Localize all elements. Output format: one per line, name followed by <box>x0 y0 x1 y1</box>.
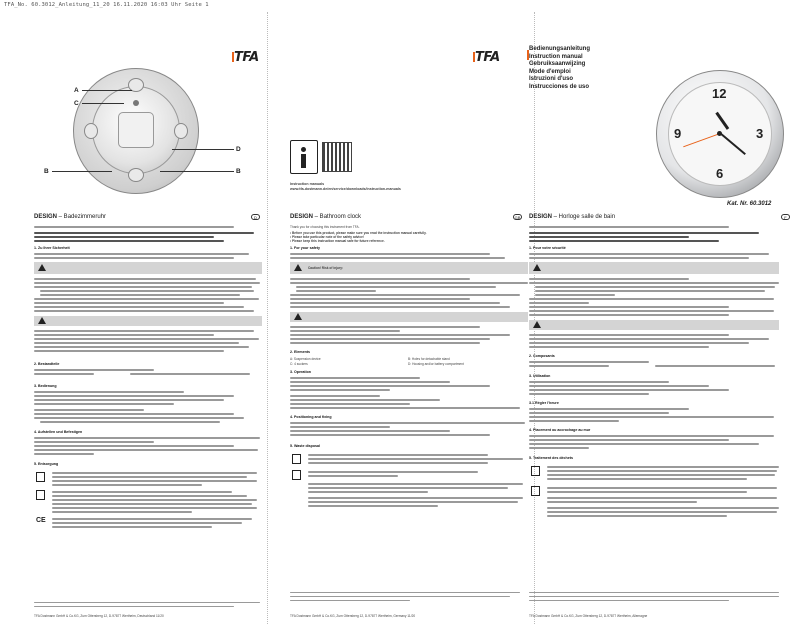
text-line <box>529 600 729 601</box>
ce-mark: CE <box>36 517 46 524</box>
text-line <box>529 385 709 387</box>
text-line <box>529 592 779 593</box>
bin-icon <box>36 472 45 482</box>
text-line <box>34 606 234 607</box>
text-line <box>547 474 775 476</box>
text-line <box>290 377 420 379</box>
text-line <box>290 298 470 300</box>
text-line <box>529 334 729 336</box>
text-line <box>34 236 214 238</box>
text-line <box>290 422 525 424</box>
text-line <box>34 338 259 340</box>
battery-icon <box>292 470 301 480</box>
text-line <box>290 334 510 336</box>
text-line <box>52 526 212 528</box>
label-b-right: B <box>236 168 241 175</box>
title-es: Instrucciones de uso <box>529 83 590 90</box>
text-line <box>290 278 470 280</box>
heading-fr-3b: 3.1 Régler l'heure <box>529 401 559 405</box>
text-line <box>290 399 440 401</box>
text-line <box>40 421 220 423</box>
numeral-3: 3 <box>756 126 764 141</box>
text-line <box>547 470 777 472</box>
text-line <box>34 417 244 419</box>
text-line <box>34 391 184 393</box>
panel-german <box>0 12 267 624</box>
numeral-12: 12 <box>712 86 727 101</box>
manual-info-icon <box>290 140 318 174</box>
text-line <box>52 518 252 520</box>
text-line <box>308 454 488 456</box>
title-fr: Mode d'emploi <box>529 68 571 75</box>
text-line <box>308 487 508 489</box>
logo-accent-bar <box>232 52 234 62</box>
text-line <box>529 416 774 418</box>
heading-de-1: 1. Zu Ihrer Sicherheit <box>34 246 70 250</box>
battery-compartment <box>118 112 154 148</box>
label-a: A <box>74 87 79 94</box>
text-line <box>547 478 747 480</box>
text-line <box>34 302 224 304</box>
text-line <box>290 389 390 391</box>
text-line <box>34 240 224 242</box>
text-line <box>535 290 765 292</box>
text-line <box>34 286 252 288</box>
element-a-en: A: Suspension device <box>290 357 321 361</box>
text-line <box>34 226 234 228</box>
manuals-line1: Instruction manuals <box>290 182 325 186</box>
text-line <box>34 346 249 348</box>
kat-nr: Kat. Nr. 60.3012 <box>727 201 772 207</box>
text-line <box>34 403 174 405</box>
text-line <box>290 385 490 387</box>
text-line <box>547 507 779 509</box>
note-box-de <box>34 316 262 326</box>
text-line <box>52 476 247 478</box>
warning-box-fr <box>529 262 779 274</box>
text-line <box>308 501 518 503</box>
print-header: TFA_No. 60.3012_Anleitung_11_20 16.11.2020 16:03 Uhr Seite 1 <box>4 2 209 8</box>
text-line <box>308 491 428 493</box>
text-line <box>290 338 490 340</box>
numeral-6: 6 <box>716 166 724 181</box>
text-line <box>34 441 154 443</box>
bin-icon <box>531 466 540 476</box>
text-line <box>529 236 689 238</box>
footer-fr: TFA Dostmann GmbH & Co.KG, Zum Ottersberg 12, D-97877 Wertheim, Allemagne <box>529 614 648 618</box>
text-line <box>34 453 94 455</box>
sucker-left <box>84 123 98 139</box>
title-en: Instruction manual <box>529 53 583 60</box>
text-line <box>529 393 649 395</box>
text-line <box>529 447 589 449</box>
text-line <box>308 483 523 485</box>
text-line <box>535 294 615 296</box>
text-line <box>529 306 729 308</box>
text-line <box>290 253 490 255</box>
text-line <box>34 334 214 336</box>
text-line <box>52 472 257 474</box>
text-line <box>34 449 258 451</box>
manuals-line2: www.tfa-dostmann.de/en/service/downloads/instruction-manuals <box>290 187 401 191</box>
text-line <box>34 253 249 255</box>
bullet-2-en: • Please take particular note of the safety advice! <box>290 235 364 239</box>
text-line <box>308 462 488 464</box>
warning-box-de <box>34 262 262 274</box>
text-line <box>529 226 729 228</box>
text-line <box>547 501 697 503</box>
text-line <box>529 310 774 312</box>
title-nl: Gebruiksaanwijzing <box>529 61 586 68</box>
text-line <box>535 286 775 288</box>
element-b-en: B: Holes for detachable stand <box>408 357 450 361</box>
text-line <box>547 487 777 489</box>
text-line <box>40 294 240 296</box>
bin-icon <box>292 454 301 464</box>
text-line <box>290 596 510 597</box>
leader-a <box>82 90 132 91</box>
text-line <box>547 466 779 468</box>
text-line <box>290 434 490 436</box>
text-line <box>34 409 144 411</box>
logo-accent-bar <box>473 52 475 62</box>
text-line <box>34 232 254 234</box>
heading-de-3: 3. Bedienung <box>34 384 57 388</box>
text-line <box>34 342 239 344</box>
footer-en: TFA Dostmann GmbH & Co.KG, Zum Ottersberg 12, D-97877 Wertheim, Germany 11/20 <box>290 614 416 618</box>
leader-c <box>82 103 124 104</box>
heading-en-1: 1. For your safety <box>290 246 320 250</box>
element-d-en: D: Housing and/or battery compartment <box>408 362 464 366</box>
text-line <box>547 497 777 499</box>
title-de: Bedienungsanleitung <box>529 46 591 52</box>
leader-d <box>172 149 234 150</box>
heading-en-5: 5. Waste disposal <box>290 444 321 448</box>
label-c: C <box>74 100 79 107</box>
badge-de: D <box>251 214 260 220</box>
text-line <box>34 369 154 371</box>
heading-en-3: 3. Operation <box>290 370 311 374</box>
text-line <box>290 282 528 284</box>
text-line <box>529 596 779 597</box>
text-line <box>34 278 256 280</box>
heading-fr-4: 4. Placement ou accrochage au mur <box>529 428 591 432</box>
text-line <box>529 443 759 445</box>
text-line <box>34 399 224 401</box>
text-line <box>529 420 619 422</box>
bullet-3-en: • Please keep this instruction manual safe for future reference. <box>290 239 385 243</box>
text-line <box>34 306 244 308</box>
qr-code <box>322 142 352 172</box>
text-line <box>529 408 689 410</box>
text-line <box>547 515 727 517</box>
text-line <box>290 403 410 405</box>
heading-de-2: 2. Bestandteile <box>34 362 60 366</box>
panel-french <box>529 12 801 624</box>
text-line <box>290 592 520 593</box>
text-line <box>34 257 234 259</box>
text-line <box>290 430 450 432</box>
leader-b-right <box>160 171 234 172</box>
text-line <box>529 435 774 437</box>
text-line <box>529 240 719 242</box>
text-line <box>34 282 260 284</box>
tfa-logo: TFA <box>234 50 259 65</box>
text-line <box>130 373 250 375</box>
warning-icon <box>38 264 46 271</box>
section-title-de: DESIGN – Badezimmeruhr <box>34 214 107 220</box>
badge-en: GB <box>514 215 521 220</box>
tfa-logo: TFA <box>475 50 500 65</box>
text-line <box>52 480 257 482</box>
heading-en-4: 4. Positioning and fixing <box>290 415 332 419</box>
text-line <box>529 338 769 340</box>
section-title-fr: DESIGN – Horloge salle de bain <box>529 214 616 220</box>
text-line <box>308 497 523 499</box>
warning-icon <box>294 313 302 320</box>
battery-icon <box>36 490 45 500</box>
text-line <box>290 395 380 397</box>
text-line <box>290 342 480 344</box>
text-line <box>52 511 192 513</box>
text-line <box>547 491 747 493</box>
text-line <box>52 491 232 493</box>
text-line <box>52 503 252 505</box>
clock-center <box>717 131 722 136</box>
text-line <box>529 257 749 259</box>
caution-en: Caution! Risk of injury: <box>308 266 344 270</box>
panel-english <box>267 12 534 624</box>
text-line <box>52 495 247 497</box>
text-line <box>529 302 589 304</box>
text-line <box>308 505 438 507</box>
text-line <box>308 471 478 473</box>
title-it: Istruzioni d'uso <box>529 76 574 83</box>
heading-de-4: 4. Aufstellen und Befestigen <box>34 430 83 434</box>
heading-fr-5: 5. Traitement des déchets <box>529 456 573 460</box>
warning-icon <box>294 264 302 271</box>
text-line <box>52 499 257 501</box>
text-line <box>529 253 769 255</box>
sucker-right <box>174 123 188 139</box>
text-line <box>529 381 669 383</box>
section-title-en: DESIGN – Bathroom clock <box>290 214 362 220</box>
heading-en-2: 2. Elements <box>290 350 310 354</box>
warning-icon <box>533 264 541 271</box>
text-line <box>34 310 254 312</box>
bullet-1-en: • Before you use this product, please make sure you read the instruction manual carefully. <box>290 231 427 235</box>
text-line <box>290 600 410 601</box>
text-line <box>308 475 398 477</box>
text-line <box>34 298 259 300</box>
text-line <box>529 346 709 348</box>
heading-fr-3: 3. Utilisation <box>529 374 551 378</box>
text-line <box>529 439 729 441</box>
text-line <box>290 426 390 428</box>
heading-fr-2: 2. Composants <box>529 354 555 358</box>
numeral-9: 9 <box>674 126 682 141</box>
text-line <box>52 522 242 524</box>
text-line <box>34 395 234 397</box>
warning-icon <box>533 321 541 328</box>
text-line <box>547 511 777 513</box>
text-line <box>52 507 257 509</box>
text-line <box>34 413 234 415</box>
text-line <box>290 330 400 332</box>
label-b-left: B <box>44 168 49 175</box>
sucker-bottom <box>128 168 144 182</box>
text-line <box>529 282 779 284</box>
text-line <box>529 278 689 280</box>
note-box-fr <box>529 320 779 330</box>
leader-b-left <box>52 171 112 172</box>
note-box-en <box>290 312 528 322</box>
text-line <box>290 302 500 304</box>
text-line <box>529 365 609 367</box>
text-line <box>34 437 260 439</box>
intro-en: Thank you for choosing this instrument from TFA. <box>290 225 360 229</box>
text-line <box>529 342 749 344</box>
cover-titles <box>529 46 590 92</box>
warning-icon <box>38 317 46 324</box>
text-line <box>290 381 450 383</box>
text-line <box>52 484 202 486</box>
text-line <box>290 257 505 259</box>
footer-de: TFA Dostmann GmbH & Co.KG, Zum Ottersberg 12, D-97877 Wertheim, Deutschland 11/20 <box>34 614 164 618</box>
text-line <box>529 361 649 363</box>
text-line <box>34 373 94 375</box>
text-line <box>34 350 224 352</box>
text-line <box>34 330 254 332</box>
heading-fr-1: 1. Pour votre sécurité <box>529 246 566 250</box>
text-line <box>290 326 480 328</box>
text-line <box>529 232 759 234</box>
badge-fr: F <box>781 214 790 220</box>
text-line <box>296 290 376 292</box>
text-line <box>529 389 729 391</box>
text-line <box>34 445 234 447</box>
text-line <box>296 286 496 288</box>
text-line <box>308 458 523 460</box>
battery-icon <box>531 486 540 496</box>
text-line <box>529 298 774 300</box>
heading-de-5: 5. Entsorgung <box>34 462 59 466</box>
text-line <box>290 407 520 409</box>
text-line <box>529 412 669 414</box>
label-d: D <box>236 146 241 153</box>
element-c-en: C: 4 suckers <box>290 362 308 366</box>
text-line <box>34 602 260 603</box>
suspension-hole <box>133 100 139 106</box>
text-line <box>40 290 254 292</box>
text-line <box>290 294 520 296</box>
text-line <box>290 306 510 308</box>
text-line <box>655 365 775 367</box>
text-line <box>529 314 729 316</box>
